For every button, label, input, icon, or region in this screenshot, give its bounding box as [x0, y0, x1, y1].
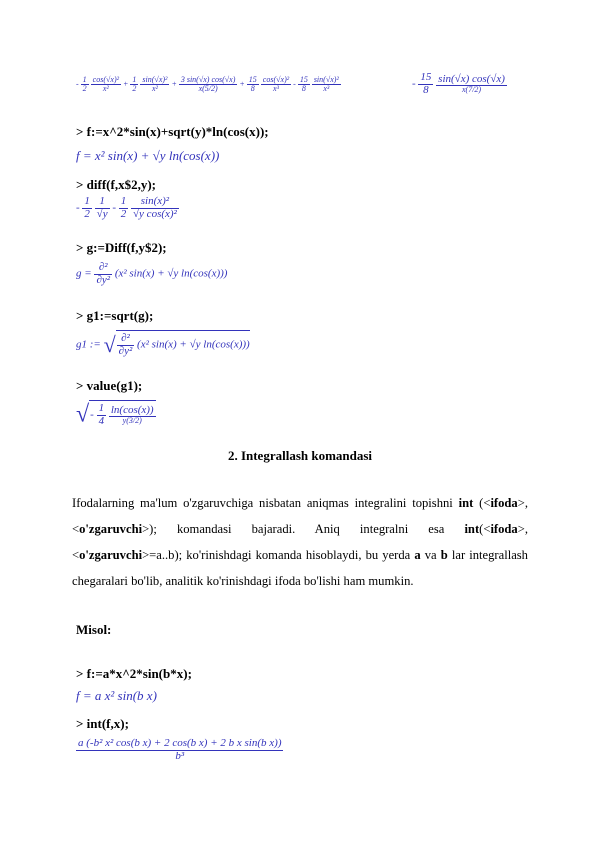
math-text: 1: [120, 195, 127, 207]
math-text: x³: [323, 84, 330, 94]
sqrt-body: [116, 330, 250, 357]
paragraph-text: ifoda: [490, 522, 518, 536]
maple-output: [76, 330, 250, 358]
math-text: (x² sin(x) + √y ln(cos(x))): [137, 338, 250, 351]
math-text: +: [239, 79, 245, 89]
math-text: x³: [272, 84, 279, 94]
math-text: 1: [98, 402, 105, 414]
math-text: √y: [96, 207, 108, 220]
maple-command: > value(g1);: [76, 378, 143, 393]
math-text: x(7/2): [461, 85, 482, 95]
math-text: g1 :=: [76, 338, 101, 351]
maple-output: f = a x² sin(b x): [76, 688, 157, 703]
sqrt-sign: √: [103, 332, 116, 358]
maple-output: [76, 262, 227, 286]
maple-command: > diff(f,x$2,y);: [76, 177, 156, 192]
math-text: 4: [98, 414, 105, 427]
math-text: b³: [175, 749, 185, 762]
paragraph-text: ifoda: [490, 496, 518, 510]
section-heading: 2. Integrallash komandasi: [227, 448, 373, 463]
math-text: 2: [82, 84, 87, 94]
math-text: y(3/2): [122, 416, 142, 426]
math-text: cos(√x)²: [262, 75, 290, 84]
math-text: sin(√x) cos(√x): [438, 72, 505, 85]
math-text: 8: [250, 84, 255, 94]
paragraph-text: (<: [479, 522, 491, 536]
maple-output: [76, 738, 283, 762]
maple-command: > g1:=sqrt(g);: [76, 308, 154, 323]
paragraph-text: int: [458, 496, 474, 510]
maple-output-first: [76, 76, 341, 94]
math-text: 2: [132, 84, 137, 94]
math-text: -: [293, 79, 296, 89]
math-text: 1: [132, 75, 137, 84]
math-text: -: [112, 201, 117, 214]
math-text: 3 sin(√x) cos(√x): [180, 75, 236, 84]
maple-output: [76, 400, 156, 429]
math-text: 15: [248, 75, 257, 84]
math-text: 8: [423, 83, 429, 96]
math-text: ∂²: [117, 333, 135, 346]
paragraph-text: a: [414, 548, 421, 562]
math-text: ∂y²: [96, 273, 111, 286]
math-text: ∂²: [94, 262, 112, 275]
math-text: 8: [301, 84, 306, 94]
math-text: 1: [84, 195, 90, 207]
math-text: -: [412, 77, 416, 90]
maple-command: > f:=x^2*sin(x)+sqrt(y)*ln(cos(x));: [76, 124, 269, 139]
math-text: ln(cos(x)): [110, 403, 154, 416]
math-text: cos(√x)²: [92, 75, 120, 84]
paragraph-text: o'zgaruvchi: [79, 522, 143, 536]
example-label: Misol:: [76, 622, 112, 637]
math-text: +: [171, 79, 177, 89]
paragraph-text: (<: [473, 496, 491, 510]
maple-output: [76, 196, 179, 220]
maple-output: f = x² sin(x) + √y ln(cos(x)): [76, 148, 220, 163]
math-text: +: [123, 79, 129, 89]
maple-command: > f:=a*x^2*sin(b*x);: [76, 666, 192, 681]
paragraph-text: va: [420, 548, 441, 562]
maple-command: > int(f,x);: [76, 716, 129, 731]
maple-output-first-tail: [412, 72, 507, 96]
math-text: 1: [82, 75, 87, 84]
paragraph-text: >); komandasi bajaradi. Aniq integralni esa: [142, 522, 465, 536]
paragraph-text: int: [464, 522, 480, 536]
sqrt-body: [89, 400, 155, 427]
math-text: ∂y²: [118, 344, 133, 357]
math-text: x²: [151, 84, 158, 94]
paragraph-text: Ifodalarning ma'lum o'zgaruvchiga nisbatan aniqmas integralini topishni: [72, 496, 459, 510]
math-text: 15: [299, 75, 308, 84]
math-text: 1: [95, 196, 110, 209]
paragraph-text: >, <: [72, 496, 528, 536]
math-text: x(5/2): [198, 84, 218, 94]
math-text: √y cos(x)²: [133, 207, 177, 220]
maple-command: > g:=Diff(f,y$2);: [76, 240, 167, 255]
sqrt-sign: √: [76, 401, 90, 428]
math-text: -: [90, 408, 94, 421]
paragraph-text: >=a..b); ko'rinishdagi komanda hisoblaydi, bu yerda: [142, 548, 415, 562]
math-text: 15: [420, 71, 432, 83]
math-text: (x² sin(x) + √y ln(cos(x))): [114, 267, 228, 280]
math-text: x²: [102, 84, 109, 94]
paragraph-text: b: [440, 548, 448, 562]
paragraph-text: o'zgaruvchi: [79, 548, 143, 562]
math-text: g =: [76, 267, 92, 280]
paragraph-text: lar integrallash chegaralari bo'lib, analitik ko'rinishdagi ifoda bo'lishi ham mumkin.: [72, 548, 528, 588]
body-paragraph: [72, 490, 528, 594]
math-text: 2: [120, 207, 127, 220]
math-text: -: [76, 79, 79, 89]
math-text: sin(√x)²: [313, 75, 339, 84]
math-text: sin(x)²: [131, 196, 179, 209]
math-text: 2: [84, 207, 90, 220]
math-text: -: [76, 201, 80, 214]
math-text: a (-b² x² cos(b x) + 2 cos(b x) + 2 b x sin(b x)): [78, 737, 282, 749]
paragraph-text: >, <: [72, 522, 528, 562]
math-text: sin(√x)²: [142, 75, 168, 84]
